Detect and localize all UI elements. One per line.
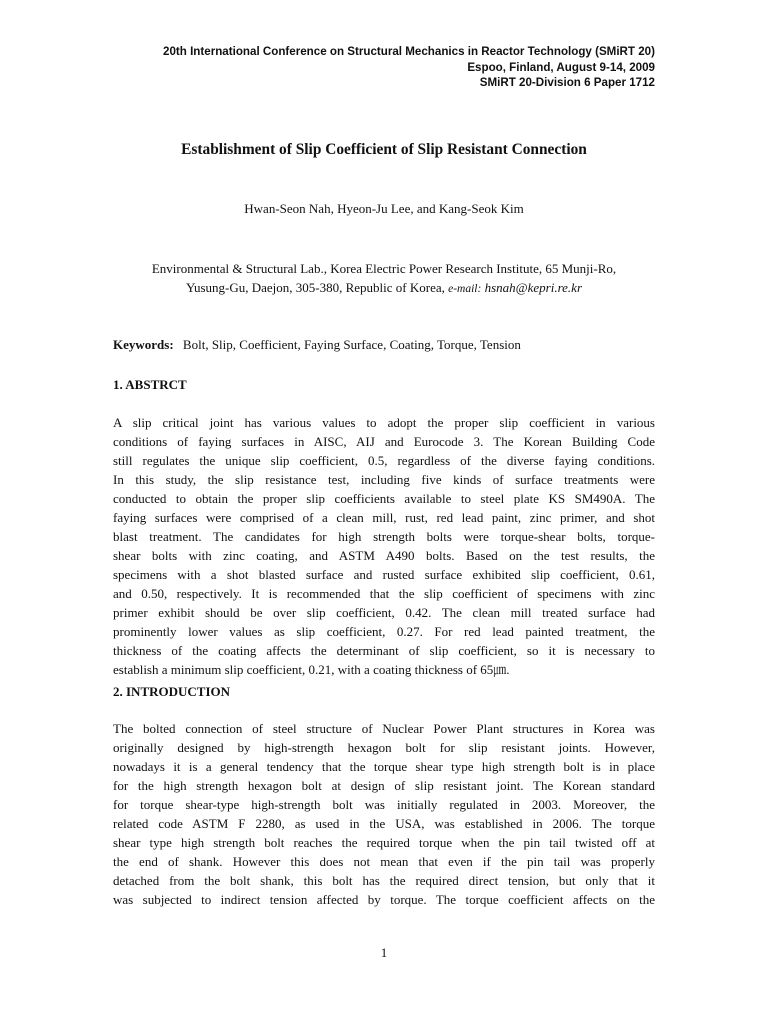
text-line: related code ASTM F 2280, as used in the USA, was established in 2006. The torque: [113, 816, 655, 831]
author-list: Hwan-Seon Nah, Hyeon-Ju Lee, and Kang-Seok Kim: [244, 201, 524, 216]
header-line-1: 20th International Conference on Structural Mechanics in Reactor Technology (SMiRT 20): [163, 45, 655, 58]
text-line: detached from the bolt shank, this bolt has the required direct tension, but only that it: [113, 873, 655, 888]
text-line: shear type high strength bolt reaches the required torque when the pin tail twisted off at: [113, 835, 655, 850]
email-label: e-mail:: [448, 283, 482, 295]
text-line: In this study, the slip resistance test, including five kinds of surface treatments were: [113, 472, 655, 487]
text-line: originally designed by high-strength hexagon bolt for slip resistant joints. However,: [113, 740, 655, 755]
section-heading-abstract: 1. ABSTRCT: [113, 377, 187, 392]
abstract-paragraph: [113, 413, 655, 679]
introduction-paragraph: [113, 719, 655, 909]
text-line: conditions of faying surfaces in AISC, AIJ and Eurocode 3. The Korean Building Code: [113, 434, 655, 449]
keywords: [113, 337, 521, 353]
text-line: establish a minimum slip coefficient, 0.21, with a coating thickness of 65㎛.: [113, 662, 510, 677]
text-line: The bolted connection of steel structure of Nuclear Power Plant structures in Korea was: [113, 721, 655, 736]
text-line: faying surfaces were comprised of a clean mill, rust, red lead paint, zinc primer, and shot: [113, 510, 655, 525]
header-line-2: Espoo, Finland, August 9-14, 2009: [467, 60, 655, 74]
affiliation-address: Yusung-Gu, Daejon, 305-380, Republic of Korea,: [186, 280, 445, 295]
text-line: specimens with a shot blasted surface and rusted surface exhibited slip coefficient, 0.61,: [113, 567, 655, 582]
text-line: and 0.50, respectively. It is recommended that the slip coefficient of specimens with zinc: [113, 586, 655, 601]
keywords-text: Bolt, Slip, Coefficient, Faying Surface, Coating, Torque, Tension: [182, 337, 521, 352]
section-heading-introduction: 2. INTRODUCTION: [113, 684, 231, 699]
paper-title: Establishment of Slip Coefficient of Slip Resistant Connection: [181, 141, 587, 158]
header-line-3: SMiRT 20-Division 6 Paper 1712: [479, 76, 655, 89]
affiliation-line-2: [108, 278, 660, 299]
text-line: A slip critical joint has various values to adopt the proper slip coefficient in various: [113, 415, 655, 430]
keywords-label: Keywords:: [113, 337, 174, 352]
text-line: conducted to obtain the proper slip coefficients available to steel plate KS SM490A. The: [113, 491, 655, 506]
text-line: for the high strength hexagon bolt at design of slip resistant joint. The Korean standard: [113, 778, 655, 793]
affiliation: [108, 259, 660, 299]
email-address: hsnah@kepri.re.kr: [484, 280, 582, 295]
text-line: shear bolts with zinc coating, and ASTM A490 bolts. Based on the test results, the: [113, 548, 655, 563]
text-line: for torque shear-type high-strength bolt was initially regulated in 2003. Moreover, the: [113, 797, 655, 812]
text-line: prominently lower values as slip coefficient, 0.27. For red lead painted treatment, the: [113, 624, 655, 639]
text-line: blast treatment. The candidates for high strength bolts were torque-shear bolts, torque-: [113, 529, 655, 544]
text-line: was subjected to indirect tension affected by torque. The torque coefficient affects on the: [113, 892, 655, 907]
conference-header: [163, 44, 655, 91]
text-line: thickness of the coating affects the determinant of slip coefficient, so it is necessary to: [113, 643, 655, 658]
text-line: primer exhibit should be over slip coefficient, 0.42. The clean mill treated surface had: [113, 605, 655, 620]
affiliation-line-1: Environmental & Structural Lab., Korea Electric Power Research Institute, 65 Munji-Ro,: [151, 261, 617, 276]
text-line: nowadays it is a general tendency that the torque shear type high strength bolt is in place: [113, 759, 655, 774]
text-line: the end of shank. However this does not mean that even if the pin tail was properly: [113, 854, 655, 869]
page-number: 1: [380, 945, 388, 960]
text-line: still regulates the unique slip coefficient, 0.5, regardless of the diverse faying conditions.: [113, 453, 655, 468]
